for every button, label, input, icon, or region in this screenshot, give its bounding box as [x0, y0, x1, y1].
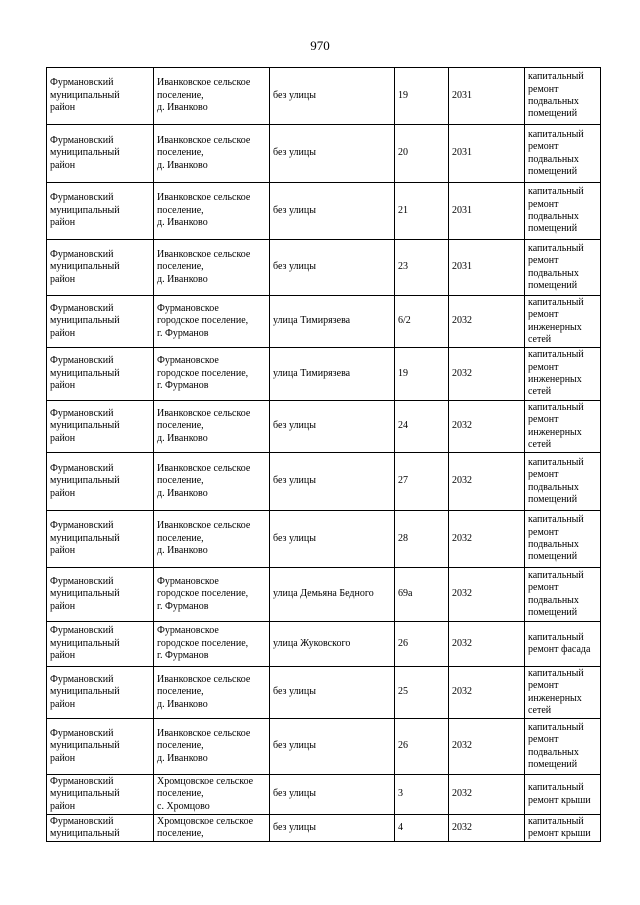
street-cell: улица Тимирязева [270, 348, 395, 401]
house-number-cell: 27 [395, 453, 449, 511]
settlement-cell: Фурмановское городское поселение, г. Фурманов [154, 348, 270, 401]
house-number-cell: 28 [395, 511, 449, 568]
table-row [47, 125, 601, 183]
district-cell: Фурмановский муниципальный район [47, 296, 154, 348]
work-type-cell: капитальный ремонт инженерных сетей [525, 667, 601, 719]
work-type-cell: капитальный ремонт подвальных помещений [525, 68, 601, 125]
house-number-cell: 23 [395, 240, 449, 296]
house-number-cell: 3 [395, 775, 449, 815]
street-cell: без улицы [270, 667, 395, 719]
repair-year-cell: 2032 [449, 401, 525, 453]
table-row [47, 401, 601, 453]
settlement-cell: Фурмановское городское поселение, г. Фурманов [154, 622, 270, 667]
repair-year-cell: 2031 [449, 240, 525, 296]
district-cell: Фурмановский муниципальный район [47, 401, 154, 453]
settlement-cell: Фурмановское городское поселение, г. Фурманов [154, 568, 270, 622]
street-cell: улица Демьяна Бедного [270, 568, 395, 622]
district-cell: Фурмановский муниципальный район [47, 125, 154, 183]
district-cell: Фурмановский муниципальный район [47, 348, 154, 401]
table-row [47, 453, 601, 511]
table-row [47, 667, 601, 719]
work-type-cell: капитальный ремонт подвальных помещений [525, 125, 601, 183]
settlement-cell: Иванковское сельское поселение, д. Иванково [154, 125, 270, 183]
street-cell: без улицы [270, 183, 395, 240]
repair-schedule-table [46, 67, 601, 842]
street-cell: без улицы [270, 775, 395, 815]
house-number-cell: 4 [395, 815, 449, 842]
district-cell: Фурмановский муниципальный район [47, 719, 154, 775]
table-row [47, 775, 601, 815]
district-cell: Фурмановский муниципальный район [47, 568, 154, 622]
settlement-cell: Иванковское сельское поселение, д. Иванково [154, 401, 270, 453]
settlement-cell: Иванковское сельское поселение, д. Иванково [154, 183, 270, 240]
house-number-cell: 25 [395, 667, 449, 719]
district-cell: Фурмановский муниципальный район [47, 453, 154, 511]
settlement-cell: Хромцовское сельское поселение, [154, 815, 270, 842]
table-row [47, 183, 601, 240]
repair-year-cell: 2032 [449, 622, 525, 667]
page-number: 970 [310, 38, 330, 53]
table-row [47, 240, 601, 296]
settlement-cell: Иванковское сельское поселение, д. Иванково [154, 667, 270, 719]
table-row [47, 719, 601, 775]
repair-year-cell: 2032 [449, 348, 525, 401]
work-type-cell: капитальный ремонт подвальных помещений [525, 719, 601, 775]
district-cell: Фурмановский муниципальный район [47, 775, 154, 815]
street-cell: улица Тимирязева [270, 296, 395, 348]
settlement-cell: Иванковское сельское поселение, д. Иванково [154, 68, 270, 125]
street-cell: без улицы [270, 240, 395, 296]
work-type-cell: капитальный ремонт подвальных помещений [525, 183, 601, 240]
repair-year-cell: 2032 [449, 815, 525, 842]
district-cell: Фурмановский муниципальный район [47, 240, 154, 296]
work-type-cell: капитальный ремонт инженерных сетей [525, 296, 601, 348]
settlement-cell: Иванковское сельское поселение, д. Иванково [154, 453, 270, 511]
repair-year-cell: 2032 [449, 568, 525, 622]
district-cell: Фурмановский муниципальный район [47, 622, 154, 667]
street-cell: без улицы [270, 719, 395, 775]
work-type-cell: капитальный ремонт подвальных помещений [525, 240, 601, 296]
table-row [47, 296, 601, 348]
house-number-cell: 20 [395, 125, 449, 183]
house-number-cell: 19 [395, 348, 449, 401]
street-cell: без улицы [270, 68, 395, 125]
district-cell: Фурмановский муниципальный [47, 815, 154, 842]
district-cell: Фурмановский муниципальный район [47, 183, 154, 240]
work-type-cell: капитальный ремонт крыши [525, 815, 601, 842]
table-row [47, 68, 601, 125]
repair-year-cell: 2032 [449, 453, 525, 511]
street-cell: улица Жуковского [270, 622, 395, 667]
district-cell: Фурмановский муниципальный район [47, 667, 154, 719]
work-type-cell: капитальный ремонт фасада [525, 622, 601, 667]
settlement-cell: Фурмановское городское поселение, г. Фурманов [154, 296, 270, 348]
repair-year-cell: 2032 [449, 296, 525, 348]
house-number-cell: 26 [395, 622, 449, 667]
repair-year-cell: 2032 [449, 775, 525, 815]
house-number-cell: 26 [395, 719, 449, 775]
street-cell: без улицы [270, 401, 395, 453]
table-row [47, 815, 601, 842]
work-type-cell: капитальный ремонт инженерных сетей [525, 348, 601, 401]
house-number-cell: 6/2 [395, 296, 449, 348]
repair-year-cell: 2032 [449, 511, 525, 568]
settlement-cell: Иванковское сельское поселение, д. Иванково [154, 240, 270, 296]
table-row [47, 348, 601, 401]
repair-year-cell: 2031 [449, 183, 525, 240]
district-cell: Фурмановский муниципальный район [47, 511, 154, 568]
work-type-cell: капитальный ремонт подвальных помещений [525, 453, 601, 511]
settlement-cell: Иванковское сельское поселение, д. Иванково [154, 719, 270, 775]
work-type-cell: капитальный ремонт подвальных помещений [525, 511, 601, 568]
district-cell: Фурмановский муниципальный район [47, 68, 154, 125]
house-number-cell: 19 [395, 68, 449, 125]
repair-year-cell: 2031 [449, 68, 525, 125]
table-row [47, 568, 601, 622]
repair-year-cell: 2032 [449, 719, 525, 775]
repair-year-cell: 2032 [449, 667, 525, 719]
house-number-cell: 21 [395, 183, 449, 240]
settlement-cell: Хромцовское сельское поселение, с. Хромцово [154, 775, 270, 815]
street-cell: без улицы [270, 815, 395, 842]
house-number-cell: 24 [395, 401, 449, 453]
repair-year-cell: 2031 [449, 125, 525, 183]
work-type-cell: капитальный ремонт крыши [525, 775, 601, 815]
work-type-cell: капитальный ремонт подвальных помещений [525, 568, 601, 622]
table-row [47, 511, 601, 568]
street-cell: без улицы [270, 511, 395, 568]
street-cell: без улицы [270, 453, 395, 511]
table-row [47, 622, 601, 667]
street-cell: без улицы [270, 125, 395, 183]
work-type-cell: капитальный ремонт инженерных сетей [525, 401, 601, 453]
house-number-cell: 69а [395, 568, 449, 622]
settlement-cell: Иванковское сельское поселение, д. Иванково [154, 511, 270, 568]
